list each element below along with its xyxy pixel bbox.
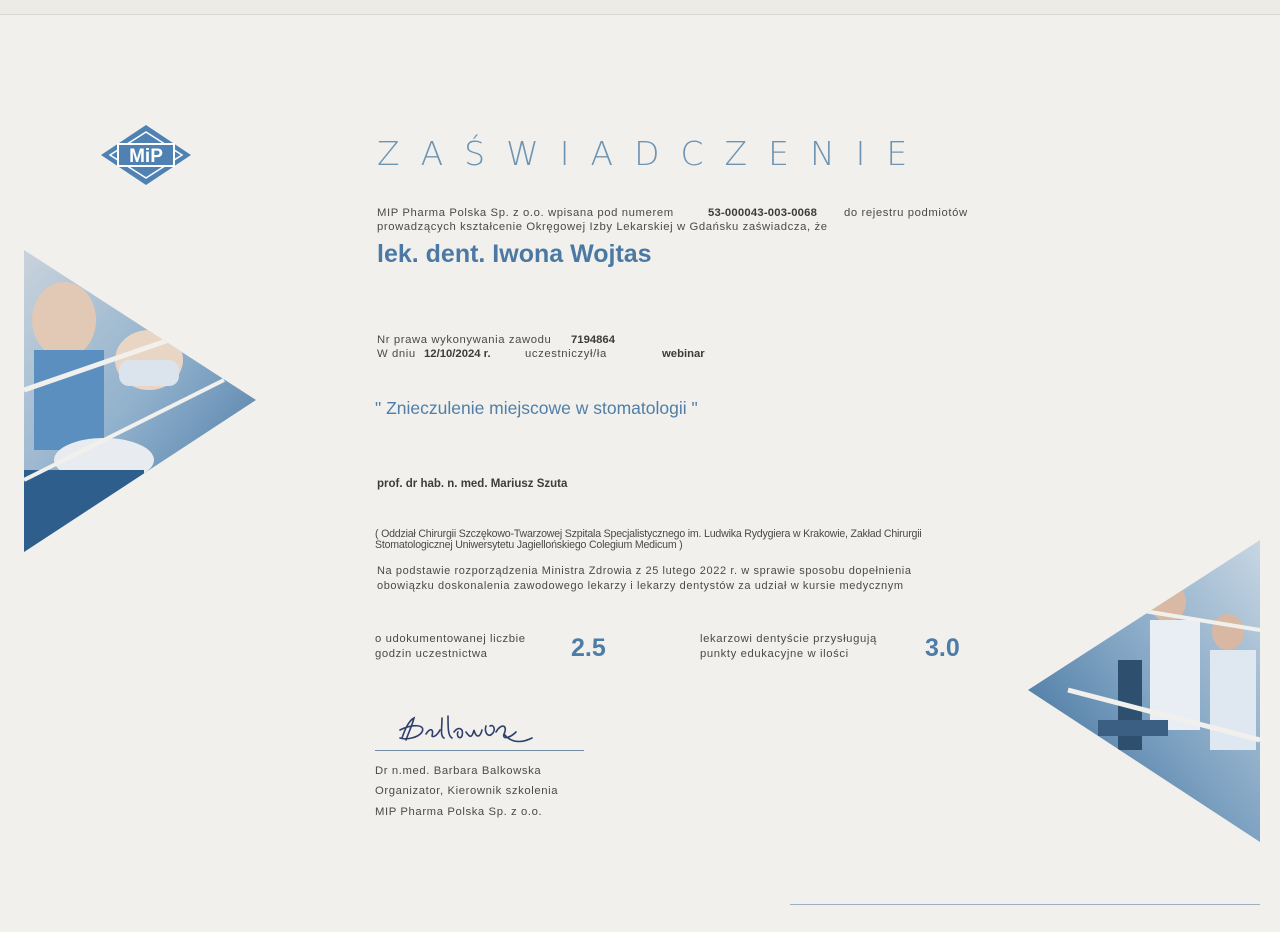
lecturer-affiliation-line1: ( Oddział Chirurgii Szczękowo-Twarzowej Szpitala Specjalistycznego im. Ludwika Rydygiera w Krakowie, Zakład Chirurgii	[375, 528, 922, 540]
license-label: Nr prawa wykonywania zawodu	[377, 334, 552, 346]
hours-label-line2: godzin uczestnictwa	[375, 648, 488, 660]
intro-line1-suffix: do rejestru podmiotów	[844, 207, 968, 219]
bottom-rule	[790, 904, 1260, 905]
intro-line1-prefix: MIP Pharma Polska Sp. z o.o. wpisana pod numerem	[377, 207, 674, 219]
hours-label-line1: o udokumentowanej liczbie	[375, 633, 526, 645]
lab-photo-collage-right	[1028, 540, 1260, 842]
participated-label: uczestniczył/ła	[525, 348, 607, 360]
points-value: 3.0	[925, 634, 960, 662]
logo-text: MiP	[129, 146, 163, 167]
hours-value: 2.5	[571, 634, 606, 662]
registry-number: 53-000043-003-0068	[708, 207, 818, 219]
dental-photo-collage-left	[24, 250, 256, 552]
mip-logo	[100, 124, 192, 186]
legal-basis-line2: obowiązku doskonalenia zawodowego lekarzy i lekarzy dentystów za udział w kursie medycznym	[377, 580, 904, 592]
signature-script: Balkowsk	[392, 708, 397, 709]
course-date: 12/10/2024 r.	[424, 348, 491, 360]
legal-basis-line1: Na podstawie rozporządzenia Ministra Zdrowia z 25 lutego 2022 r. w sprawie sposobu dopełnienia	[377, 565, 912, 577]
handwritten-signature	[392, 708, 542, 752]
points-label-line2: punkty edukacyjne w ilości	[700, 648, 849, 660]
lecturer-affiliation-line2: Stomatologicznej Uniwersytetu Jagiellońskiego Colegium Medicum )	[375, 539, 683, 551]
signatory-name: Dr n.med. Barbara Balkowska	[375, 765, 542, 777]
certificate-title: ZAŚWIADCZENIE	[377, 134, 929, 173]
license-number: 7194864	[571, 334, 615, 346]
signatory-role: Organizator, Kierownik szkolenia	[375, 785, 559, 797]
course-title: " Znieczulenie miejscowe w stomatologii "	[375, 398, 698, 418]
signatory-company: MIP Pharma Polska Sp. z o.o.	[375, 806, 543, 818]
lecturer-name: prof. dr hab. n. med. Mariusz Szuta	[377, 478, 568, 490]
date-prefix: W dniu	[377, 348, 416, 360]
intro-line2: prowadzących kształcenie Okręgowej Izby Lekarskiej w Gdańsku zaświadcza, że	[377, 221, 828, 233]
course-format: webinar	[662, 348, 705, 360]
participant-name: lek. dent. Iwona Wojtas	[377, 240, 652, 268]
signature-line	[375, 750, 584, 751]
points-label-line1: lekarzowi dentyście przysługują	[700, 633, 877, 645]
